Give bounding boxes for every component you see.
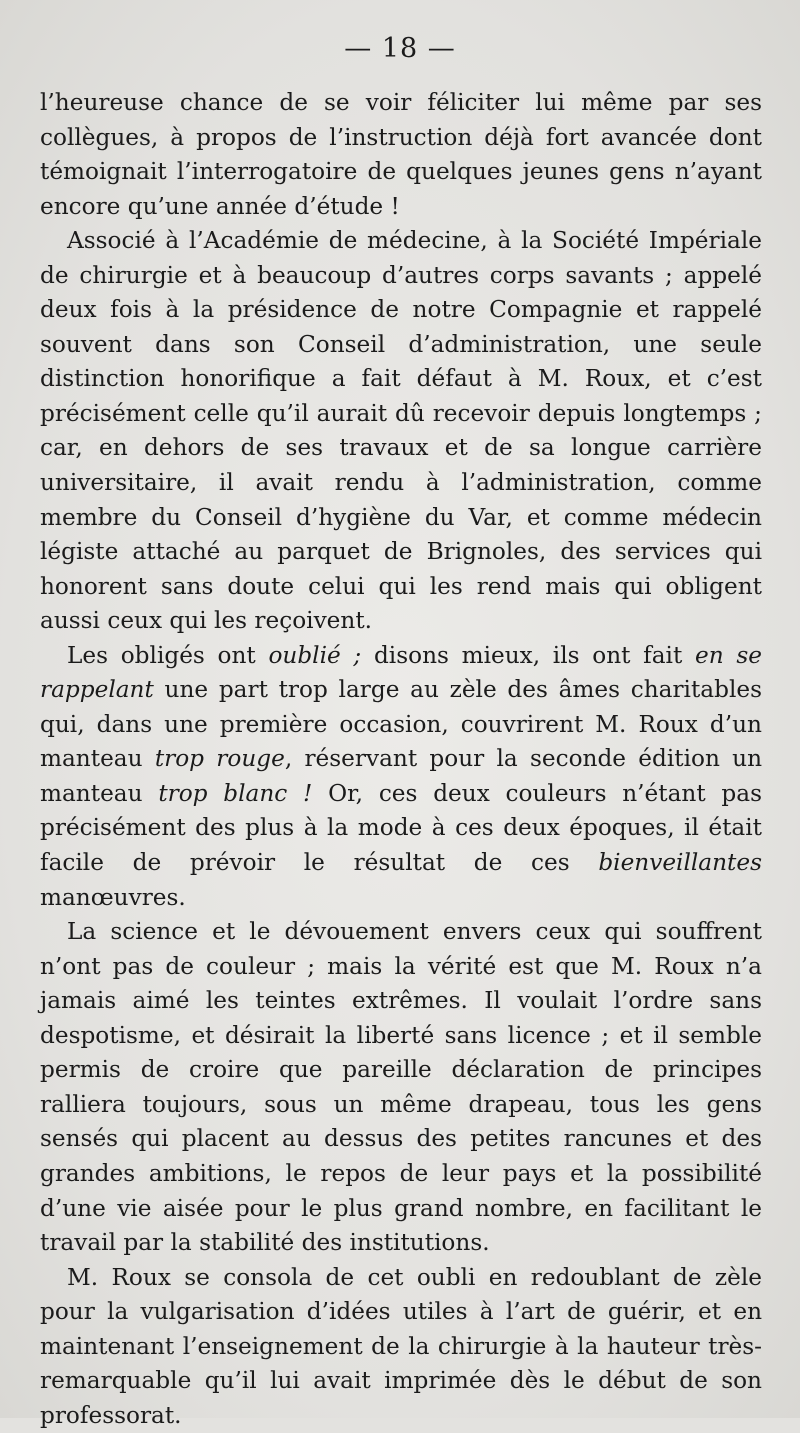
paragraph-text: une part trop large au zèle des âmes charitables qui, dans une première occasion, couvrirent M. Roux d’un manteau	[40, 676, 762, 773]
italic-text: oublié ;	[268, 641, 362, 669]
paragraph-text: M. Roux se consola de cet oubli en redoublant de zèle pour la vulgarisation d’idées utiles à l’art de guérir, et en maintenant l’enseignement de la chirurgie à la hauteur très-remarquable qu’il lui avait imprimée dès le début de son professorat.	[40, 1263, 762, 1429]
italic-text: bienveillantes	[598, 849, 762, 877]
italic-text: trop rouge	[154, 745, 285, 773]
paragraph-text: La science et le dévouement envers ceux qui souffrent n’ont pas de couleur ; mais la vérité est que M. Roux n’a jamais aimé les teintes extrêmes. Il voulait l’ordre sans despotisme, et désirait la liberté sans licence ; et il semble permis de croire que pareille déclaration de principes ralliera toujours, sous un même drapeau, tous les gens sensés qui placent au dessus des petites rancunes et des grandes ambitions, le repos de leur pays et la possibilité d’une vie aisée pour le plus grand nombre, en facilitant le travail par la stabilité des institutions.	[40, 918, 762, 1257]
paragraph-1	[40, 86, 762, 224]
italic-text: trop blanc !	[158, 779, 313, 807]
paragraph-text: l’heureuse chance de se voir féliciter lui même par ses collègues, à propos de l’instruction déjà fort avancée dont témoignait l’interrogatoire de quelques jeunes gens n’ayant encore qu’une année d’étude !	[40, 89, 762, 220]
page-number: — 18 —	[344, 33, 456, 64]
paragraph-text: Les obligés ont	[67, 641, 269, 669]
paragraph-4	[40, 915, 762, 1260]
paragraph-text: manœuvres.	[40, 883, 186, 911]
paragraph-3	[40, 639, 762, 915]
paragraph-2	[40, 224, 762, 639]
paragraph-text: , réservant pour la seconde édition un manteau	[40, 745, 763, 807]
body-text	[40, 86, 762, 1433]
italic-text: en se rappelant	[40, 641, 762, 704]
paragraph-text: Associé à l’Académie de médecine, à la Société Impériale de chirurgie et à beaucoup d’autres corps savants ; appelé deux fois à la présidence de notre Compagnie et rappelé souvent dans son Conseil d’administration, une seule distinction honorifique a fait défaut à M. Roux, et c’est précisément celle qu’il aurait dû recevoir depuis longtemps ; car, en dehors de ses travaux et de sa longue carrière universitaire, il avait rendu à l’administration, comme membre du Conseil d’hygiène du Var, et comme médecin légiste attaché au parquet de Brignoles, des services qui honorent sans doute celui qui les rend mais qui obligent aussi ceux qui les reçoivent.	[40, 227, 762, 635]
paragraph-text: disons mieux, ils ont fait	[361, 641, 695, 669]
paragraph-5	[40, 1261, 762, 1433]
paragraph-text: Or, ces deux couleurs n’étant pas précisément des plus à la mode à ces deux époques, il était facile de prévoir le résultat de ces	[40, 779, 762, 877]
